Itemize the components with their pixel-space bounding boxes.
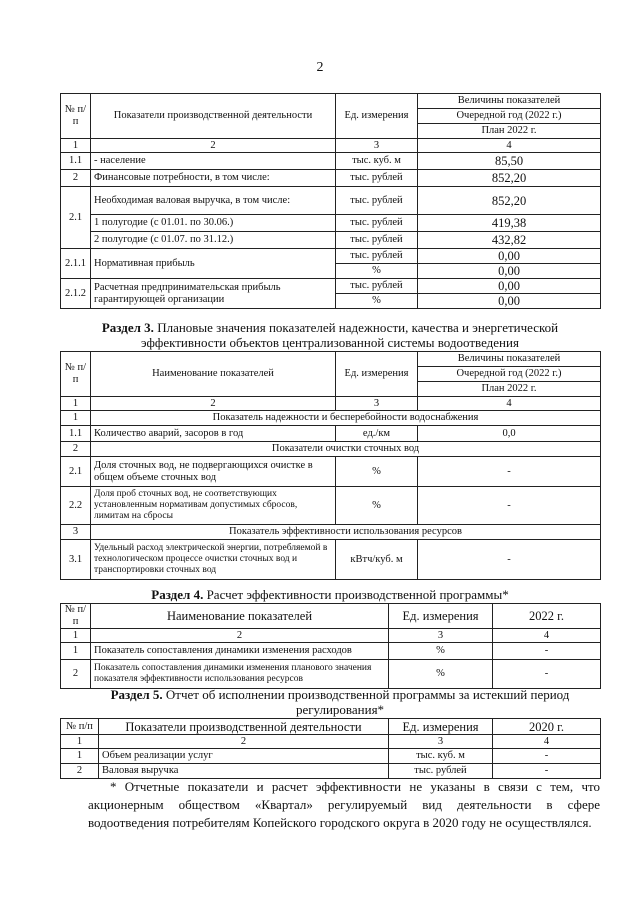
row-name: - население bbox=[91, 153, 336, 170]
row-unit: тыс. рублей bbox=[336, 170, 418, 187]
col-number: 4 bbox=[418, 397, 601, 411]
row-name: Количество аварий, засоров в год bbox=[91, 426, 336, 442]
section-5-text: Отчет об исполнении производственной программы за истекший период регулирования* bbox=[162, 687, 570, 717]
row-unit: % bbox=[336, 457, 418, 487]
table-row bbox=[61, 660, 601, 689]
row-value: 852,20 bbox=[418, 170, 601, 187]
row-name: Показатель сопоставления динамики изменения расходов bbox=[91, 643, 389, 660]
row-unit: кВтч/куб. м bbox=[336, 540, 418, 580]
col-number: 2 bbox=[91, 397, 336, 411]
row-num: 1 bbox=[61, 411, 91, 426]
row-value: 0,00 bbox=[418, 264, 601, 279]
row-num: 2.1 bbox=[61, 457, 91, 487]
header-unit: Ед. измерения bbox=[389, 719, 493, 735]
col-number: 2 bbox=[99, 735, 389, 749]
row-value: - bbox=[418, 540, 601, 580]
table-row bbox=[61, 170, 601, 187]
header-indicator: Наименование показателей bbox=[91, 604, 389, 629]
row-value: 0,00 bbox=[418, 294, 601, 309]
table-row bbox=[61, 232, 601, 249]
section-4-title bbox=[60, 587, 600, 602]
table-row bbox=[61, 540, 601, 580]
row-value: - bbox=[418, 487, 601, 525]
col-number: 2 bbox=[91, 629, 389, 643]
row-value: - bbox=[493, 764, 601, 779]
row-value: 85,50 bbox=[418, 153, 601, 170]
row-name: Необходимая валовая выручка, в том числе: bbox=[91, 187, 336, 215]
table-row bbox=[61, 426, 601, 442]
row-group: Показатели очистки сточных вод bbox=[91, 442, 601, 457]
header-indicator: Наименование показателей bbox=[91, 352, 336, 397]
table-row bbox=[61, 249, 601, 264]
production-indicators-table bbox=[60, 93, 601, 309]
header-year: 2022 г. bbox=[493, 604, 601, 629]
col-number: 4 bbox=[493, 629, 601, 643]
row-unit: тыс. рублей bbox=[336, 232, 418, 249]
row-unit: % bbox=[389, 643, 493, 660]
col-number: 1 bbox=[61, 397, 91, 411]
table-row bbox=[61, 487, 601, 525]
col-number: 3 bbox=[336, 397, 418, 411]
header-plan: План 2022 г. bbox=[418, 382, 601, 397]
row-unit: тыс. рублей bbox=[336, 187, 418, 215]
col-number: 4 bbox=[493, 735, 601, 749]
row-num: 2 bbox=[61, 660, 91, 689]
row-unit: тыс. рублей bbox=[336, 215, 418, 232]
table-row bbox=[61, 279, 601, 294]
row-name: Валовая выручка bbox=[99, 764, 389, 779]
row-unit: тыс. куб. м bbox=[389, 749, 493, 764]
header-num: № п/п bbox=[61, 94, 91, 139]
row-unit: тыс. куб. м bbox=[336, 153, 418, 170]
table-row bbox=[61, 153, 601, 170]
row-num: 1 bbox=[61, 749, 99, 764]
section-5-label: Раздел 5. bbox=[110, 687, 163, 702]
col-number: 4 bbox=[418, 139, 601, 153]
page-number: 2 bbox=[316, 60, 324, 75]
row-num: 2.1.2 bbox=[61, 279, 91, 309]
row-name: Доля проб сточных вод, не соответствующих установленным нормативам допустимых сбросов, лимитам на сбросы bbox=[91, 487, 336, 525]
section-3-label: Раздел 3. bbox=[101, 320, 154, 335]
section-4-text: Расчет эффективности производственной программы* bbox=[203, 587, 509, 602]
row-group: Показатель эффективности использования ресурсов bbox=[91, 525, 601, 540]
header-next-year: Очередной год (2022 г.) bbox=[418, 367, 601, 382]
header-next-year: Очередной год (2022 г.) bbox=[418, 109, 601, 124]
col-number: 3 bbox=[389, 629, 493, 643]
header-plan: План 2022 г. bbox=[418, 124, 601, 139]
row-value: 0,00 bbox=[418, 249, 601, 264]
header-values: Величины показателей bbox=[418, 94, 601, 109]
table-group-row bbox=[61, 442, 601, 457]
header-values: Величины показателей bbox=[418, 352, 601, 367]
header-unit: Ед. измерения bbox=[389, 604, 493, 629]
efficiency-table bbox=[60, 603, 601, 689]
row-name: Показатель сопоставления динамики изменения планового значения показателя эффективности использования ресурсов bbox=[91, 660, 389, 689]
row-num: 1 bbox=[61, 643, 91, 660]
col-number: 3 bbox=[389, 735, 493, 749]
col-number: 2 bbox=[91, 139, 336, 153]
row-unit: % bbox=[336, 487, 418, 525]
header-num: № п/п bbox=[61, 352, 91, 397]
row-value: 432,82 bbox=[418, 232, 601, 249]
row-value: - bbox=[418, 457, 601, 487]
row-name: 1 полугодие (с 01.01. по 30.06.) bbox=[91, 215, 336, 232]
row-unit: тыс. рублей bbox=[336, 249, 418, 264]
table-row bbox=[61, 643, 601, 660]
row-name: 2 полугодие (с 01.07. по 31.12.) bbox=[91, 232, 336, 249]
section-4-label: Раздел 4. bbox=[151, 587, 204, 602]
table-row bbox=[61, 187, 601, 215]
table-row bbox=[61, 764, 601, 779]
row-name: Доля сточных вод, не подвергающихся очистке в общем объеме сточных вод bbox=[91, 457, 336, 487]
row-name: Объем реализации услуг bbox=[99, 749, 389, 764]
row-name: Финансовые потребности, в том числе: bbox=[91, 170, 336, 187]
header-unit: Ед. измерения bbox=[336, 352, 418, 397]
row-num: 3.1 bbox=[61, 540, 91, 580]
row-name: Нормативная прибыль bbox=[91, 249, 336, 279]
col-number: 3 bbox=[336, 139, 418, 153]
header-indicator: Показатели производственной деятельности bbox=[99, 719, 389, 735]
table-row bbox=[61, 749, 601, 764]
row-num: 1.1 bbox=[61, 426, 91, 442]
reliability-indicators-table bbox=[60, 351, 601, 580]
section-3-text: Плановые значения показателей надежности, качества и энергетической эффективности объектов централизованной системы водоотведения bbox=[141, 320, 559, 350]
row-name: Расчетная предпринимательская прибыль гарантирующей организации bbox=[91, 279, 336, 309]
table-row bbox=[61, 215, 601, 232]
row-num: 2.2 bbox=[61, 487, 91, 525]
header-unit: Ед. измерения bbox=[336, 94, 418, 139]
row-unit: ед./км bbox=[336, 426, 418, 442]
col-number: 1 bbox=[61, 139, 91, 153]
row-name: Удельный расход электрической энергии, потребляемой в технологическом процессе очистки сточных вод и транспортировки сточных вод bbox=[91, 540, 336, 580]
table-row bbox=[61, 457, 601, 487]
row-group: Показатель надежности и бесперебойности водоснабжения bbox=[91, 411, 601, 426]
header-year: 2020 г. bbox=[493, 719, 601, 735]
section-3-title bbox=[60, 320, 600, 350]
row-value: 419,38 bbox=[418, 215, 601, 232]
program-report-table bbox=[60, 718, 601, 779]
row-num: 3 bbox=[61, 525, 91, 540]
row-num: 2.1.1 bbox=[61, 249, 91, 279]
row-value: 852,20 bbox=[418, 187, 601, 215]
row-num: 1.1 bbox=[61, 153, 91, 170]
row-value: - bbox=[493, 660, 601, 689]
header-num: № п/п bbox=[61, 604, 91, 629]
row-num: 2.1 bbox=[61, 187, 91, 249]
row-num: 2 bbox=[61, 442, 91, 457]
row-value: - bbox=[493, 749, 601, 764]
row-unit: % bbox=[389, 660, 493, 689]
row-unit: тыс. рублей bbox=[336, 279, 418, 294]
col-number: 1 bbox=[61, 735, 99, 749]
table-group-row bbox=[61, 525, 601, 540]
row-value: - bbox=[493, 643, 601, 660]
row-unit: % bbox=[336, 264, 418, 279]
row-unit: % bbox=[336, 294, 418, 309]
row-value: 0,0 bbox=[418, 426, 601, 442]
header-indicator: Показатели производственной деятельности bbox=[91, 94, 336, 139]
row-num: 2 bbox=[61, 170, 91, 187]
footnote: * Отчетные показатели и расчет эффективности не указаны в связи с тем, что акционерным обществом «Квартал» регулируемый вид деятельности в сфере водоотведения потребителям Копейского городского округа в 2020 году не осуществлялся. bbox=[88, 779, 600, 830]
row-unit: тыс. рублей bbox=[389, 764, 493, 779]
row-num: 2 bbox=[61, 764, 99, 779]
row-value: 0,00 bbox=[418, 279, 601, 294]
header-num: № п/п bbox=[61, 719, 99, 735]
table-group-row bbox=[61, 411, 601, 426]
section-5-title bbox=[100, 687, 580, 717]
col-number: 1 bbox=[61, 629, 91, 643]
